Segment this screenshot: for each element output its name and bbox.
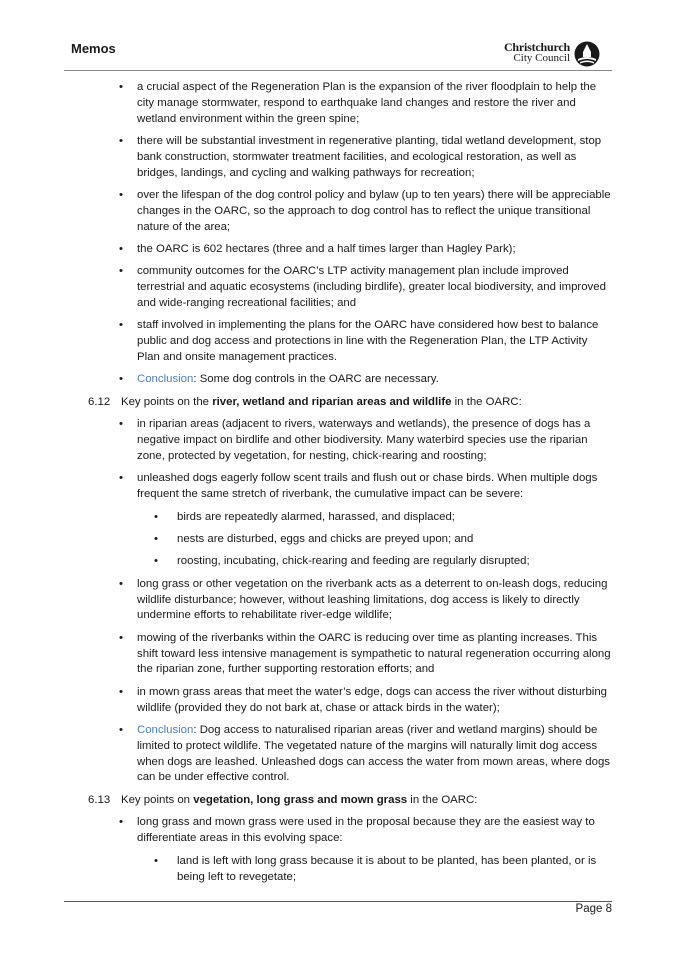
sub-bullet-list bbox=[137, 854, 612, 886]
list-item: • staff involved in implementing the plans for the OARC have considered how best to balance public and dog access and protections in line with the Regeneration Plan, the LTP Activity Plan and onsite management practices. bbox=[119, 319, 599, 363]
list-item: • long grass or other vegetation on the riverbank acts as a deterrent to on-leash dogs, reducing wildlife disturbance; however, without leashing limitations, dog access is likely to directly undermine efforts to rehabilitate river-edge wildlife; bbox=[119, 577, 608, 622]
section-6-12-bullets bbox=[64, 417, 612, 786]
list-item: • the OARC is 602 hectares (three and a half times larger than Hagley Park); bbox=[119, 242, 516, 255]
logo-line2: City Council bbox=[513, 52, 570, 64]
sub-bullet-text: land is left with long grass because it is about to be planted, has been planted, or is being left to revegetate; bbox=[177, 854, 597, 883]
list-item: • in riparian areas (adjacent to rivers, waterways and wetlands), the presence of dogs has a negative impact on birdlife and other biodiversity. Many waterbird species use the riparian zone, protected by vegetation, for nesting, chick-rearing and roosting; bbox=[119, 418, 591, 462]
page-number: Page 8 bbox=[575, 903, 612, 915]
header-rule bbox=[64, 70, 612, 71]
section-6-12-heading bbox=[64, 395, 612, 411]
list-item: • community outcomes for the OARC’s LTP activity management plan include improved terrestrial and aquatic ecosystems (including birdlife), greater local biodiversity, and improved and wide-ranging recreational facilities; and bbox=[119, 265, 606, 309]
sub-list-item: • birds are repeatedly alarmed, harassed, and displaced; bbox=[154, 510, 455, 523]
section-number: 6.12 bbox=[88, 395, 111, 408]
list-item: • in mown grass areas that meet the water’s edge, dogs can access the river without disturbing wildlife (provided they do not bark at, chase or attack birds in the water); bbox=[119, 685, 608, 714]
bullet-text: in mown grass areas that meet the water’s edge, dogs can access the river without disturbing wildlife (provided they do not bark at, chase or attack birds in the water); bbox=[137, 685, 608, 714]
bullet-text: mowing of the riverbanks within the OARC is reducing over time as planting increases. This shift toward less intensive management is sympathetic to natural regeneration occurring along the riparian zone, further supporting restoration efforts; and bbox=[137, 631, 611, 676]
list-item: • unleashed dogs eagerly follow scent trails and flush out or chase birds. When multiple dogs frequent the same stretch of riverbank, the cumulative impact can be severe: • birds are repeatedly alarmed, harassed, and displaced; • nests are disturbed, eggs and chicks are preyed upon; and • roosting, incubating, chick-rearing and feeding are regularly disrupted; bbox=[64, 471, 612, 570]
conclusion-text: : Some dog controls in the OARC are necessary. bbox=[193, 373, 439, 386]
heading-suffix: in the OARC: bbox=[407, 793, 478, 806]
heading-prefix: Key points on bbox=[121, 793, 194, 806]
heading-suffix: in the OARC: bbox=[451, 395, 522, 408]
sub-list-item: • land is left with long grass because it is about to be planted, has been planted, or is being left to revegetate; bbox=[154, 854, 597, 883]
sub-bullet-list bbox=[137, 510, 612, 571]
sub-bullet-text: roosting, incubating, chick-rearing and feeding are regularly disrupted; bbox=[177, 555, 530, 568]
list-item: • there will be substantial investment in regenerative planting, tidal wetland development, stop bank construction, stormwater treatment facilities, and ecological restoration, as well as bridges, landings, and cycling and walking pathways for recreation; bbox=[119, 134, 602, 179]
list-item: • a crucial aspect of the Regeneration Plan is the expansion of the river floodplain to help the city manage stormwater, respond to earthquake land changes and restore the river and wetland environment within the green spine; bbox=[119, 81, 597, 125]
bullet-text: in riparian areas (adjacent to rivers, waterways and wetlands), the presence of dogs has a negative impact on birdlife and other biodiversity. Many waterbird species use the riparian zone, protected by vegetation, for nesting, chick-rearing and roosting; bbox=[137, 418, 591, 462]
conclusion-text: : Dog access to naturalised riparian areas (river and wetland margins) should be limited to protect wildlife. The vegetated nature of the margins will naturally limit dog access when dogs are leashed. Unleashed dogs can access the water from mown areas, where dogs can be under effective control. bbox=[137, 724, 610, 784]
bullet-text: community outcomes for the OARC’s LTP activity management plan include improved terrestrial and aquatic ecosystems (including birdlife), greater local biodiversity, and improved and wide-ranging recreational facilities; and bbox=[137, 265, 606, 309]
bullet-text: long grass or other vegetation on the riverbank acts as a deterrent to on-leash dogs, reducing wildlife disturbance; however, without leashing limitations, dog access is likely to directly undermine efforts to rehabilitate river-edge wildlife; bbox=[137, 577, 608, 622]
intro-bullet-list bbox=[64, 80, 612, 388]
bullet-text: there will be substantial investment in regenerative planting, tidal wetland development, stop bank construction, stormwater treatment facilities, and ecological restoration, as well as bridges, landings, and cycling and walking pathways for recreation; bbox=[137, 134, 602, 179]
sub-bullet-text: birds are repeatedly alarmed, harassed, and displaced; bbox=[177, 510, 455, 523]
bullet-text: a crucial aspect of the Regeneration Plan is the expansion of the river floodplain to help the city manage stormwater, respond to earthquake land changes and restore the river and wetland environment within the green spine; bbox=[137, 81, 597, 125]
bullet-text: unleashed dogs eagerly follow scent trails and flush out or chase birds. When multiple dogs frequent the same stretch of riverbank, the cumulative impact can be severe: bbox=[137, 472, 598, 500]
logo-line1: Christchurch bbox=[503, 40, 570, 54]
list-item: • over the lifespan of the dog control policy and bylaw (up to ten years) there will be appreciable changes in the OARC, so the approach to dog control has to reflect the unique transitional nature of the area; bbox=[119, 188, 611, 233]
memo-body bbox=[64, 80, 612, 892]
sub-list-item: • roosting, incubating, chick-rearing and feeding are regularly disrupted; bbox=[154, 555, 530, 568]
section-6-13-bullets bbox=[64, 815, 612, 885]
council-logo bbox=[496, 40, 600, 68]
conclusion-label: Conclusion bbox=[137, 724, 194, 736]
bullet-text: staff involved in implementing the plans for the OARC have considered how best to balance public and dog access and protections in line with the Regeneration Plan, the LTP Activity Plan and onsite management practices. bbox=[137, 319, 599, 363]
sub-bullet-text: nests are disturbed, eggs and chicks are preyed upon; and bbox=[177, 533, 474, 546]
sub-list-item: • nests are disturbed, eggs and chicks are preyed upon; and bbox=[154, 533, 474, 546]
heading-bold: river, wetland and riparian areas and wildlife bbox=[212, 395, 452, 408]
footer-rule bbox=[64, 901, 612, 902]
heading-bold: vegetation, long grass and mown grass bbox=[193, 793, 408, 806]
bullet-text: long grass and mown grass were used in the proposal because they are the easiest way to differentiate areas in this evolving space: bbox=[137, 816, 595, 844]
section-number: 6.13 bbox=[88, 793, 111, 806]
bullet-text: over the lifespan of the dog control policy and bylaw (up to ten years) there will be appreciable changes in the OARC, so the approach to dog control has to reflect the unique transitional nature of the area; bbox=[137, 188, 611, 233]
bullet-text: the OARC is 602 hectares (three and a half times larger than Hagley Park); bbox=[137, 242, 516, 255]
section-6-13-heading bbox=[64, 793, 612, 809]
conclusion-item: • Conclusion: Some dog controls in the OARC are necessary. bbox=[119, 373, 439, 386]
conclusion-item: • Conclusion: Dog access to naturalised riparian areas (river and wetland margins) should be limited to protect wildlife. The vegetated nature of the margins will naturally limit dog access when dogs are leashed. Unleashed dogs can access the water from mown areas, where dogs can be under effective control. bbox=[119, 724, 610, 784]
cathedral-logo-icon bbox=[574, 41, 600, 67]
list-item: • mowing of the riverbanks within the OARC is reducing over time as planting increases. This shift toward less intensive management is sympathetic to natural regeneration occurring along the riparian zone, further supporting restoration efforts; and bbox=[119, 631, 611, 676]
heading-prefix: Key points on the bbox=[121, 395, 213, 408]
list-item: • long grass and mown grass were used in the proposal because they are the easiest way to differentiate areas in this evolving space: • land is left with long grass because it is about to be planted, has been planted, or is being left to revegetate; bbox=[64, 815, 612, 885]
header-title: Memos bbox=[71, 41, 116, 56]
conclusion-label: Conclusion bbox=[137, 373, 194, 386]
